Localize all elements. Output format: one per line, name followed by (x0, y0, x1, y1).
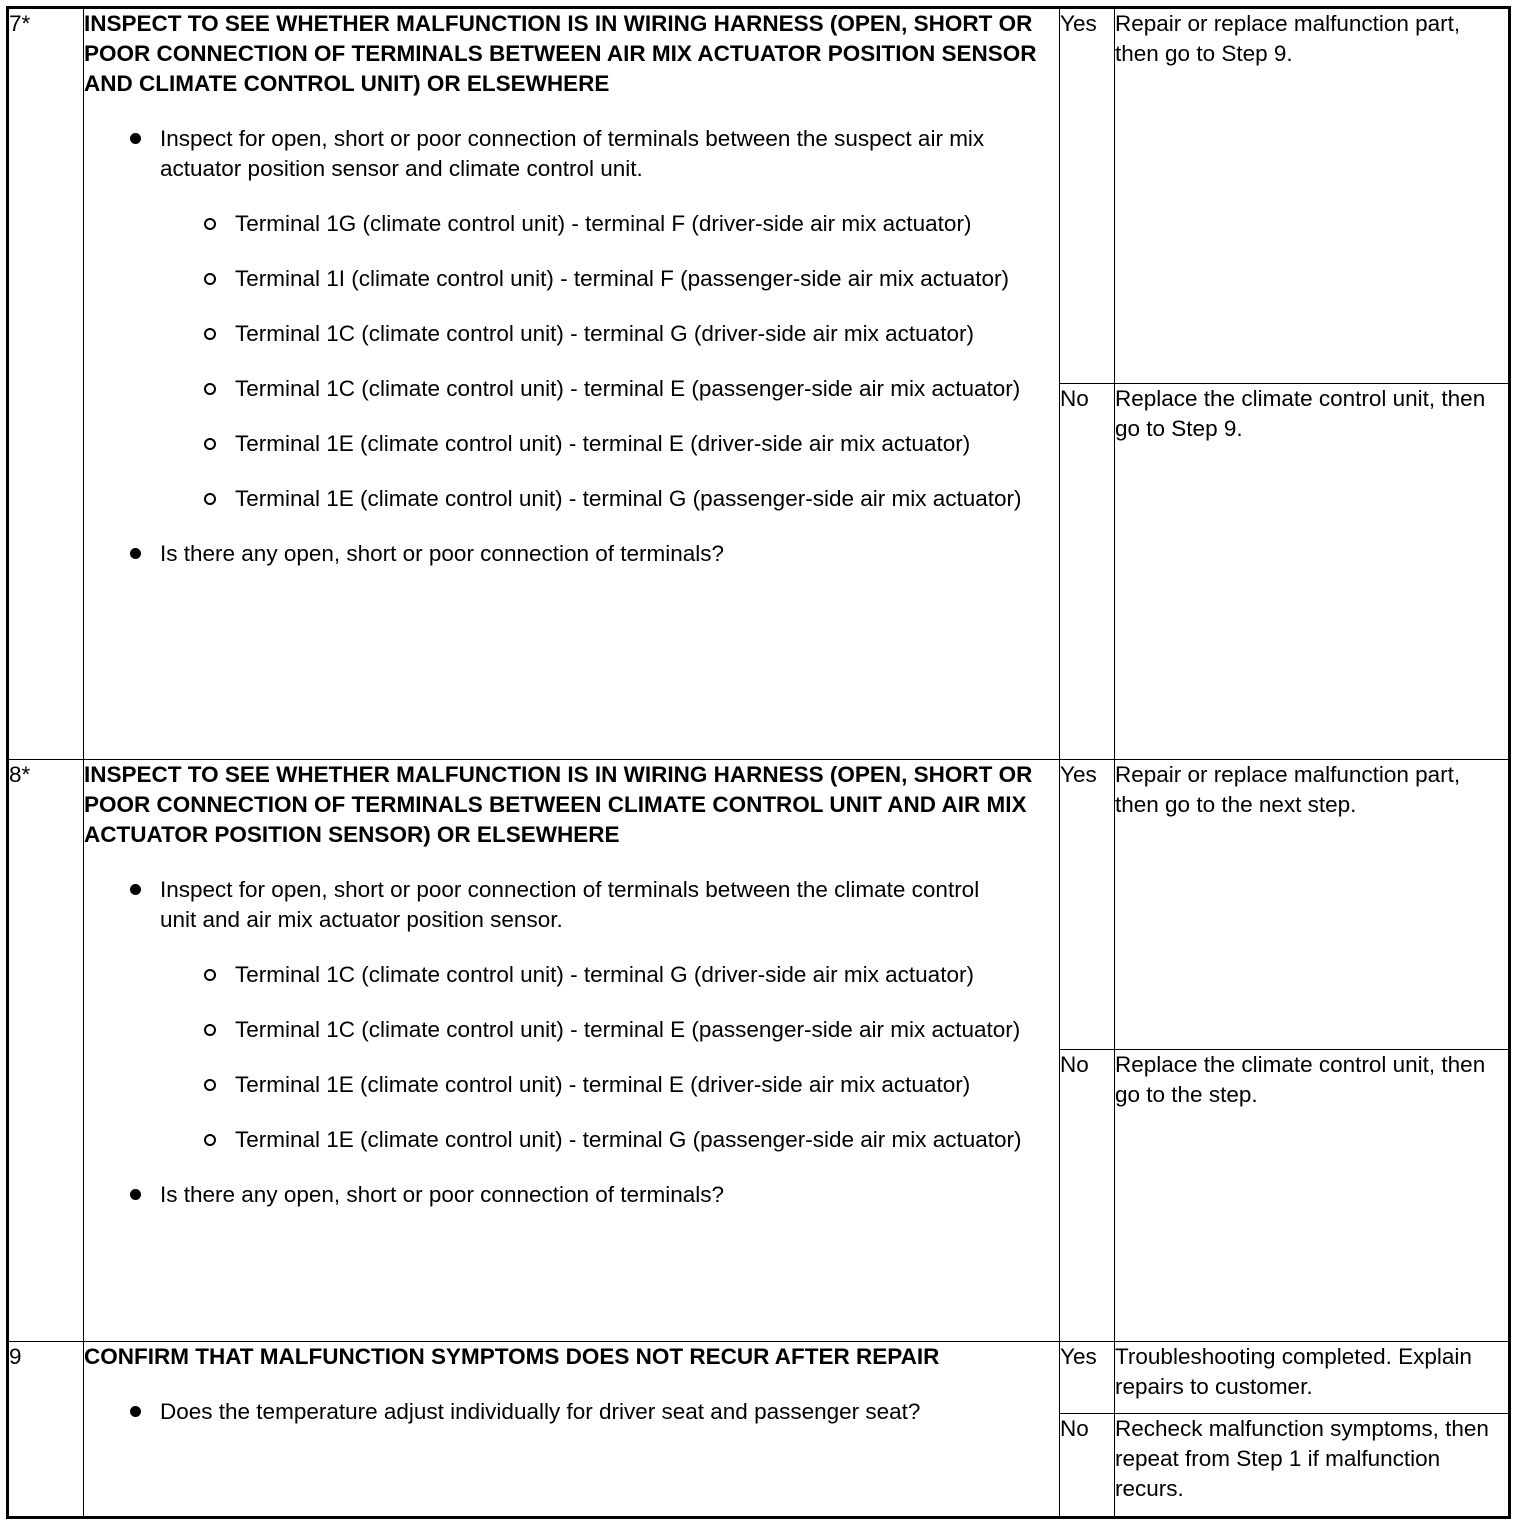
bullet-text: Is there any open, short or poor connection of terminals? (160, 541, 725, 566)
sub-item: Terminal 1E (climate control unit) - terminal G (passenger-side air mix actuator) (84, 1125, 1035, 1155)
step-9-yes-row (8, 1342, 1510, 1414)
step-number: 7* (8, 8, 84, 760)
yes-label: Yes (1060, 8, 1115, 384)
no-label: No (1060, 384, 1115, 760)
no-action: Recheck malfunction symptoms, then repeat from Step 1 if malfunction recurs. (1115, 1414, 1510, 1518)
sub-item: Terminal 1C (climate control unit) - terminal G (driver-side air mix actuator) (84, 960, 1035, 990)
yes-label: Yes (1060, 1342, 1115, 1414)
sub-item: Terminal 1G (climate control unit) - terminal F (driver-side air mix actuator) (84, 209, 1035, 239)
troubleshooting-table (6, 6, 1511, 1519)
sub-item: Terminal 1C (climate control unit) - terminal G (driver-side air mix actuator) (84, 319, 1035, 349)
step-7-yes-row (8, 8, 1510, 384)
step-9-content (84, 1342, 1060, 1518)
bullet-item (84, 1397, 1059, 1427)
step-heading: CONFIRM THAT MALFUNCTION SYMPTOMS DOES NOT RECUR AFTER REPAIR (84, 1344, 940, 1369)
step-number: 8* (8, 760, 84, 1342)
sub-item: Terminal 1C (climate control unit) - terminal E (passenger-side air mix actuator) (84, 374, 1035, 404)
step-heading: INSPECT TO SEE WHETHER MALFUNCTION IS IN WIRING HARNESS (OPEN, SHORT OR POOR CONNECTION OF TERMINALS BETWEEN CLIMATE CONTROL UNIT AND AIR MIX ACTUATOR POSITION SENSOR) OR ELSEWHERE (84, 762, 1033, 847)
bullet-text: Inspect for open, short or poor connection of terminals between the climate control unit and air mix actuator position sensor. (160, 877, 980, 932)
bullet-text: Is there any open, short or poor connection of terminals? (160, 1182, 725, 1207)
sub-item: Terminal 1I (climate control unit) - terminal F (passenger-side air mix actuator) (84, 264, 1035, 294)
yes-action: Repair or replace malfunction part, then go to the next step. (1115, 760, 1510, 1050)
yes-label: Yes (1060, 760, 1115, 1050)
step-8-yes-row (8, 760, 1510, 1050)
sub-item: Terminal 1C (climate control unit) - terminal E (passenger-side air mix actuator) (84, 1015, 1035, 1045)
step-7-content (84, 8, 1060, 760)
no-action: Replace the climate control unit, then go to the step. (1115, 1050, 1510, 1342)
step-8-content (84, 760, 1060, 1342)
yes-action: Repair or replace malfunction part, then go to Step 9. (1115, 8, 1510, 384)
sub-item: Terminal 1E (climate control unit) - terminal G (passenger-side air mix actuator) (84, 484, 1035, 514)
step-number: 9 (8, 1342, 84, 1518)
no-action: Replace the climate control unit, then go to Step 9. (1115, 384, 1510, 760)
bullet-text: Inspect for open, short or poor connection of terminals between the suspect air mix actuator position sensor and climate control unit. (160, 126, 985, 181)
step-heading: INSPECT TO SEE WHETHER MALFUNCTION IS IN WIRING HARNESS (OPEN, SHORT OR POOR CONNECTION OF TERMINALS BETWEEN AIR MIX ACTUATOR POSITION SENSOR AND CLIMATE CONTROL UNIT) OR ELSEWHERE (84, 11, 1037, 96)
bullet-text: Does the temperature adjust individually for driver seat and passenger seat? (160, 1399, 921, 1424)
bullet-item (84, 1180, 1059, 1210)
yes-action: Troubleshooting completed. Explain repairs to customer. (1115, 1342, 1510, 1414)
bullet-item (84, 875, 1059, 1155)
bullet-item (84, 539, 1059, 569)
no-label: No (1060, 1414, 1115, 1518)
sub-item: Terminal 1E (climate control unit) - terminal E (driver-side air mix actuator) (84, 1070, 1035, 1100)
no-label: No (1060, 1050, 1115, 1342)
sub-item: Terminal 1E (climate control unit) - terminal E (driver-side air mix actuator) (84, 429, 1035, 459)
bullet-item (84, 124, 1059, 514)
